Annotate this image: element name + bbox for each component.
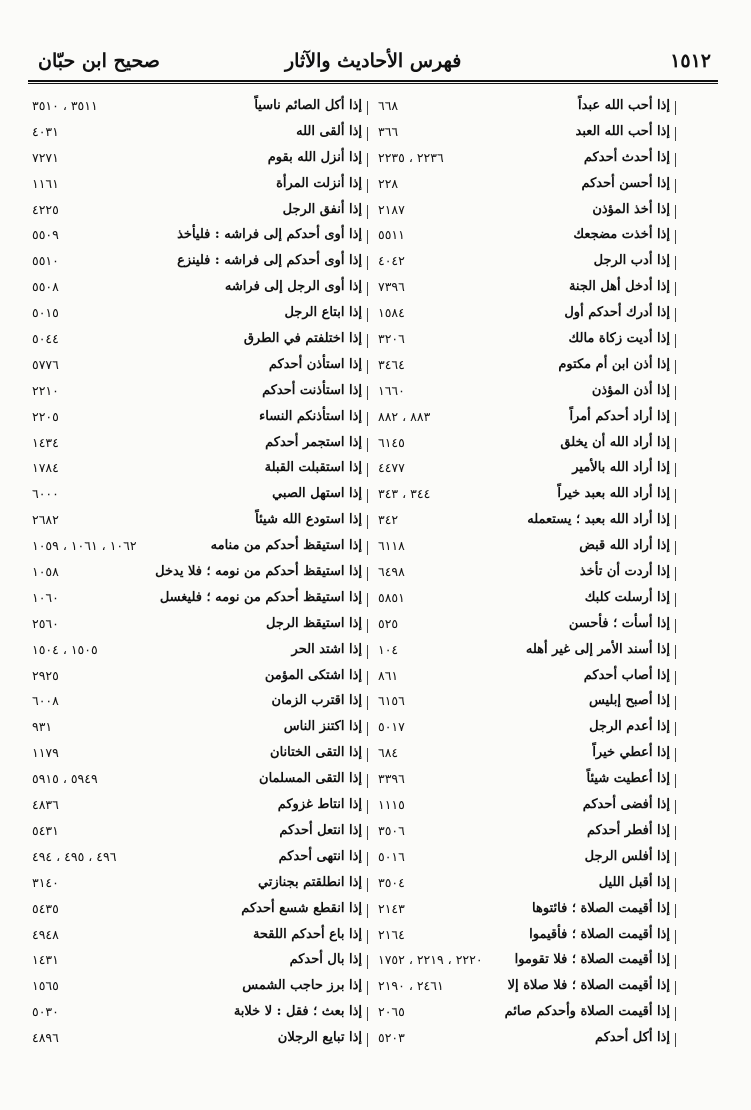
index-entry	[32, 769, 372, 795]
entry-ref: ٧٢٧١	[32, 149, 59, 165]
entry-ref: ١٥٦٥	[32, 978, 59, 994]
entry-ref: ٦٦٨	[378, 98, 399, 113]
entry-ref: ١٠٥٨	[32, 564, 59, 580]
entry-text: إذا أردت أن تأخذ	[579, 564, 670, 580]
entry-ref: ٦١٤٥	[378, 434, 405, 450]
index-entry	[370, 96, 710, 122]
entry-text: إذا استأذنكم النساء	[259, 408, 362, 424]
entry-text: إذا أحدث أحدكم	[583, 149, 670, 165]
entry-text: إذا أخذ المؤذن	[592, 201, 670, 217]
entry-text: إذا أقبل الليل	[598, 874, 670, 890]
entry-text: إذا استيقظ أحدكم من نومه ؛ فليغسل	[159, 589, 362, 605]
entry-ref: ١٠٤	[378, 641, 399, 657]
entry-text: إذا أنفق الرجل	[282, 201, 362, 217]
entry-text: إذا انتاط غزوكم	[277, 797, 362, 813]
entry-text: إذا تبايع الرجلان	[277, 1030, 362, 1046]
entry-text: إذا أدرك أحدكم أول	[564, 305, 670, 321]
right-column	[370, 96, 710, 1054]
index-entry	[32, 950, 372, 976]
index-entry	[370, 691, 710, 717]
entry-text: إذا باع أحدكم اللقحة	[252, 926, 362, 942]
index-entry	[370, 743, 710, 769]
index-entry	[32, 329, 372, 355]
entry-text: إذا أراد الله بعبد خيراً	[557, 486, 670, 502]
index-entry	[370, 251, 710, 277]
index-entry	[370, 225, 710, 251]
index-entry	[370, 925, 710, 951]
index-entry	[370, 510, 710, 536]
index-entry	[370, 329, 710, 355]
entry-text: إذا أكل الصائم ناسياً	[254, 98, 362, 113]
entry-ref: ٣٤٤ ، ٣٤٣	[378, 486, 431, 502]
entry-text: إذا انتهى أحدكم	[278, 848, 362, 864]
index-entry	[32, 484, 372, 510]
entry-ref: ٥٠١٥	[32, 305, 59, 321]
entry-ref: ١٤٣٤	[32, 434, 59, 450]
entry-ref: ٣٤٢	[378, 512, 399, 528]
index-entry	[370, 148, 710, 174]
entry-text: إذا أقيمت الصلاة ؛ فائتوها	[532, 900, 670, 916]
entry-text: إذا أحب الله العبد	[575, 123, 670, 139]
entry-text: إذا أقيمت الصلاة ؛ فأقيموا	[529, 926, 670, 942]
entry-ref: ٣٢٠٦	[378, 331, 405, 347]
entry-ref: ١٠٦٢ ، ١٠٦١ ، ١٠٥٩	[32, 538, 137, 554]
entry-ref: ٤٤٧٧	[378, 460, 405, 476]
entry-ref: ٥٠٣٠	[32, 1004, 59, 1020]
entry-ref: ٥٨٥١	[378, 589, 405, 605]
entry-ref: ٥٤٣١	[32, 822, 59, 838]
entry-text: إذا أسند الأمر إلى غير أهله	[525, 641, 670, 657]
entry-text: إذا أنزل الله بقوم	[267, 149, 362, 165]
entry-text: إذا بعث ؛ فقل : لا خلابة	[233, 1004, 362, 1020]
index-entry	[370, 433, 710, 459]
entry-ref: ٣١٤٠	[32, 874, 59, 890]
entry-text: إذا ابتاع الرجل	[284, 305, 362, 321]
index-entry	[32, 873, 372, 899]
index-entry	[370, 640, 710, 666]
index-entry	[370, 562, 710, 588]
left-column	[32, 96, 372, 1054]
entry-text: إذا أقيمت الصلاة ؛ فلا صلاة إلا	[507, 978, 670, 994]
entry-ref: ٤٢٢٥	[32, 201, 59, 217]
entry-text: إذا استيقظ أحدكم من منامه	[210, 538, 362, 554]
entry-ref: ٣٥٠٤	[378, 874, 405, 890]
entry-text: إذا بال أحدكم	[289, 952, 362, 968]
entry-text: إذا أعطي خيراً	[592, 745, 670, 761]
entry-ref: ٨٦١	[378, 667, 399, 683]
index-entry	[370, 847, 710, 873]
index-entry	[32, 588, 372, 614]
entry-ref: ٢٥٦٠	[32, 615, 59, 631]
entry-text: إذا أراد الله قبض	[579, 538, 670, 554]
entry-text: إذا استقبلت القبلة	[264, 460, 362, 476]
index-entry	[32, 148, 372, 174]
index-entry	[32, 743, 372, 769]
entry-text: إذا انطلقتم بجنازتي	[257, 874, 362, 890]
entry-ref: ١٠٦٠	[32, 589, 59, 605]
index-entry	[32, 899, 372, 925]
index-entry	[32, 614, 372, 640]
entry-ref: ٧٣٩٦	[378, 279, 405, 295]
entry-ref: ٢٢٣٦ ، ٢٢٣٥	[378, 149, 444, 165]
entry-text: إذا أخذت مضجعك	[573, 227, 670, 243]
entry-text: إذا التقى المسلمان	[259, 771, 362, 787]
entry-ref: ١٦٦٠	[378, 382, 405, 398]
index-entry	[32, 303, 372, 329]
entry-text: إذا ألقى الله	[296, 123, 362, 139]
page-header	[0, 0, 751, 80]
entry-ref: ٥٩٤٩ ، ٥٩١٥	[32, 771, 98, 787]
index-entry	[370, 976, 710, 1002]
entry-text: إذا اقترب الزمان	[271, 693, 362, 709]
entry-ref: ٣٥٠٦	[378, 822, 405, 838]
entry-text: إذا أكل أحدكم	[594, 1030, 670, 1046]
entry-text: إذا أذن المؤذن	[591, 382, 670, 398]
entry-ref: ٢١٦٤	[378, 926, 405, 942]
entry-text: إذا أصبح إبليس	[588, 693, 670, 709]
entry-text: إذا اكتنز الناس	[283, 719, 362, 735]
entry-text: إذا أديت زكاة مالك	[568, 331, 670, 347]
index-entry	[32, 96, 372, 122]
entry-text: إذا أعدم الرجل	[589, 719, 670, 735]
entry-text: إذا أفضى أحدكم	[582, 797, 670, 813]
entry-ref: ٢٩٢٥	[32, 667, 59, 683]
index-entry	[370, 769, 710, 795]
entry-text: إذا استأذن أحدكم	[268, 356, 362, 372]
index-entry	[32, 640, 372, 666]
entry-text: إذا أوى أحدكم إلى فراشه : فليأخذ	[177, 227, 362, 243]
index-entry	[32, 433, 372, 459]
entry-ref: ٢٦٨٢	[32, 512, 59, 528]
index-entry	[32, 1002, 372, 1028]
entry-ref: ٥٤٣٥	[32, 900, 59, 916]
entry-ref: ٦٨٤	[378, 745, 399, 761]
entry-ref: ٦٠٠٨	[32, 693, 59, 709]
entry-text: إذا استودع الله شيئاً	[255, 512, 362, 528]
entry-text: إذا أراد أحدكم أمراً	[569, 408, 670, 424]
index-entry	[370, 381, 710, 407]
index-entry	[370, 899, 710, 925]
entry-ref: ٦٤٩٨	[378, 564, 405, 580]
entry-text: إذا برز حاجب الشمس	[242, 978, 362, 994]
entry-text: إذا أفلس الرجل	[584, 848, 670, 864]
index-entry	[370, 355, 710, 381]
index-entry	[370, 588, 710, 614]
index-entry	[370, 950, 710, 976]
index-entry	[370, 717, 710, 743]
entry-ref: ١١٧٩	[32, 745, 59, 761]
entry-ref: ٥٥٠٩	[32, 227, 59, 243]
entry-ref: ١١٦١	[32, 175, 59, 191]
entry-text: إذا استأذنت أحدكم	[262, 382, 362, 398]
entry-text: إذا انقطع شسع أحدكم	[241, 900, 362, 916]
index-entry	[370, 484, 710, 510]
entry-text: إذا أذن ابن أم مكتوم	[558, 356, 670, 372]
index-entry	[370, 458, 710, 484]
entry-ref: ١٧٨٤	[32, 460, 59, 476]
entry-ref: ٥٠٤٤	[32, 331, 59, 347]
entry-ref: ٢٢٠٥	[32, 408, 59, 424]
entry-ref: ٢٢٢٠ ، ٢٢١٩ ، ١٧٥٢	[378, 952, 483, 968]
entry-ref: ٢٤٦١ ، ٢١٩٠	[378, 978, 444, 994]
index-entry	[370, 174, 710, 200]
index-entry	[32, 200, 372, 226]
entry-ref: ٦١٥٦	[378, 693, 405, 709]
entry-ref: ٥٢٠٣	[378, 1030, 405, 1046]
book-title: صحيح ابن حبّان	[38, 50, 160, 72]
entry-text: إذا أراد الله بالأمير	[572, 460, 670, 476]
index-entry	[370, 407, 710, 433]
index-entry	[32, 562, 372, 588]
entry-text: إذا أحسن أحدكم	[581, 175, 670, 191]
entry-ref: ١٥٠٥ ، ١٥٠٤	[32, 641, 98, 657]
index-entry	[370, 277, 710, 303]
entry-ref: ٢٢١٠	[32, 382, 59, 398]
entry-ref: ٤٠٤٢	[378, 253, 405, 269]
index-entry	[32, 122, 372, 148]
index-entry	[32, 795, 372, 821]
entry-text: إذا اشتد الحر	[291, 641, 362, 657]
entry-ref: ١١١٥	[378, 797, 405, 813]
entry-ref: ٦٠٠٠	[32, 486, 59, 502]
entry-ref: ٤٨٩٦	[32, 1030, 59, 1046]
entry-text: إذا استجمر أحدكم	[265, 434, 362, 450]
page-number: ١٥١٢	[670, 50, 711, 72]
entry-text: إذا انتعل أحدكم	[279, 822, 362, 838]
entry-ref: ٣٦٦	[378, 123, 399, 139]
entry-ref: ٥٧٧٦	[32, 356, 59, 372]
entry-ref: ٤٠٣١	[32, 123, 59, 139]
entry-text: إذا أقيمت الصلاة ؛ فلا تقوموا	[514, 952, 670, 968]
index-entry	[370, 122, 710, 148]
entry-text: إذا أسأت ؛ فأحسن	[568, 615, 670, 631]
entry-text: إذا التقى الختانان	[270, 745, 362, 761]
entry-ref: ٢٢٨	[378, 175, 399, 191]
entry-ref: ٤٩٦ ، ٤٩٥ ، ٤٩٤	[32, 848, 117, 864]
entry-text: إذا أعطيت شيئاً	[586, 771, 670, 787]
index-entry	[32, 174, 372, 200]
entry-ref: ٨٨٣ ، ٨٨٢	[378, 408, 431, 424]
entry-ref: ٤٨٣٦	[32, 797, 59, 813]
entry-text: إذا اختلفتم في الطرق	[243, 331, 362, 347]
index-entry	[370, 795, 710, 821]
entry-ref: ٥٥١٠	[32, 253, 59, 269]
entry-text: إذا أصاب أحدكم	[583, 667, 670, 683]
entry-ref: ١٤٣١	[32, 952, 59, 968]
entry-ref: ٥٥١١	[378, 227, 405, 243]
index-entry	[32, 717, 372, 743]
entry-ref: ٩٣١	[32, 719, 53, 735]
entry-ref: ٦١١٨	[378, 538, 405, 554]
index-entry	[32, 976, 372, 1002]
entry-ref: ٣٣٩٦	[378, 771, 405, 787]
index-entry	[32, 355, 372, 381]
entry-ref: ٢١٨٧	[378, 201, 405, 217]
index-entry	[32, 536, 372, 562]
index-entry	[370, 873, 710, 899]
index-entry	[370, 303, 710, 329]
entry-text: إذا أفطر أحدكم	[586, 822, 670, 838]
entry-ref: ٣٥١١ ، ٣٥١٠	[32, 98, 98, 113]
entry-ref: ٣٤٦٤	[378, 356, 405, 372]
entry-ref: ٥٥٠٨	[32, 279, 59, 295]
entry-text: إذا اشتكى المؤمن	[264, 667, 362, 683]
entry-ref: ٤٩٤٨	[32, 926, 59, 942]
index-entry	[370, 1002, 710, 1028]
entry-text: إذا أرسلت كلبك	[584, 589, 670, 605]
entry-text: إذا أحب الله عبداً	[578, 98, 670, 113]
index-entry	[32, 458, 372, 484]
index-entry	[32, 381, 372, 407]
index-entry	[370, 821, 710, 847]
index-title: فهرس الأحاديث والآثار	[285, 50, 462, 72]
index-entry	[370, 614, 710, 640]
entry-text: إذا أدب الرجل	[593, 253, 670, 269]
entry-text: إذا أدخل أهل الجنة	[568, 279, 670, 295]
entry-ref: ٥٠١٧	[378, 719, 405, 735]
index-entry	[370, 666, 710, 692]
index-entry	[32, 666, 372, 692]
index-entry	[32, 225, 372, 251]
entry-text: إذا أراد الله بعبد ؛ يستعمله	[527, 512, 670, 528]
index-entry	[32, 847, 372, 873]
index-entry	[32, 251, 372, 277]
entry-text: إذا استيقظ أحدكم من نومه ؛ فلا يدخل	[155, 564, 362, 580]
entry-ref: ٥٢٥	[378, 615, 399, 631]
entry-text: إذا أقيمت الصلاة وأحدكم صائم	[504, 1004, 670, 1020]
entry-text: إذا استيقظ الرجل	[266, 615, 362, 631]
entry-ref: ٢٠٦٥	[378, 1004, 405, 1020]
entry-ref: ٥٠١٦	[378, 848, 405, 864]
entry-text: إذا أنزلت المرأة	[276, 175, 362, 191]
index-entry	[370, 200, 710, 226]
index-entry	[32, 407, 372, 433]
index-entry	[32, 510, 372, 536]
index-entry	[32, 821, 372, 847]
header-rule	[28, 80, 718, 82]
index-entry	[370, 536, 710, 562]
index-entry	[32, 277, 372, 303]
entry-ref: ٢١٤٣	[378, 900, 405, 916]
entry-text: إذا أراد الله أن يخلق	[560, 434, 670, 450]
entry-text: إذا استهل الصبي	[272, 486, 362, 502]
entry-text: إذا أوى أحدكم إلى فراشه : فلينزع	[177, 253, 362, 269]
index-entry	[32, 925, 372, 951]
index-entry	[370, 1028, 710, 1054]
header-rule-thin	[28, 83, 718, 84]
entry-ref: ١٥٨٤	[378, 305, 405, 321]
index-entry	[32, 1028, 372, 1054]
entry-text: إذا أوى الرجل إلى فراشه	[224, 279, 362, 295]
index-entry	[32, 691, 372, 717]
